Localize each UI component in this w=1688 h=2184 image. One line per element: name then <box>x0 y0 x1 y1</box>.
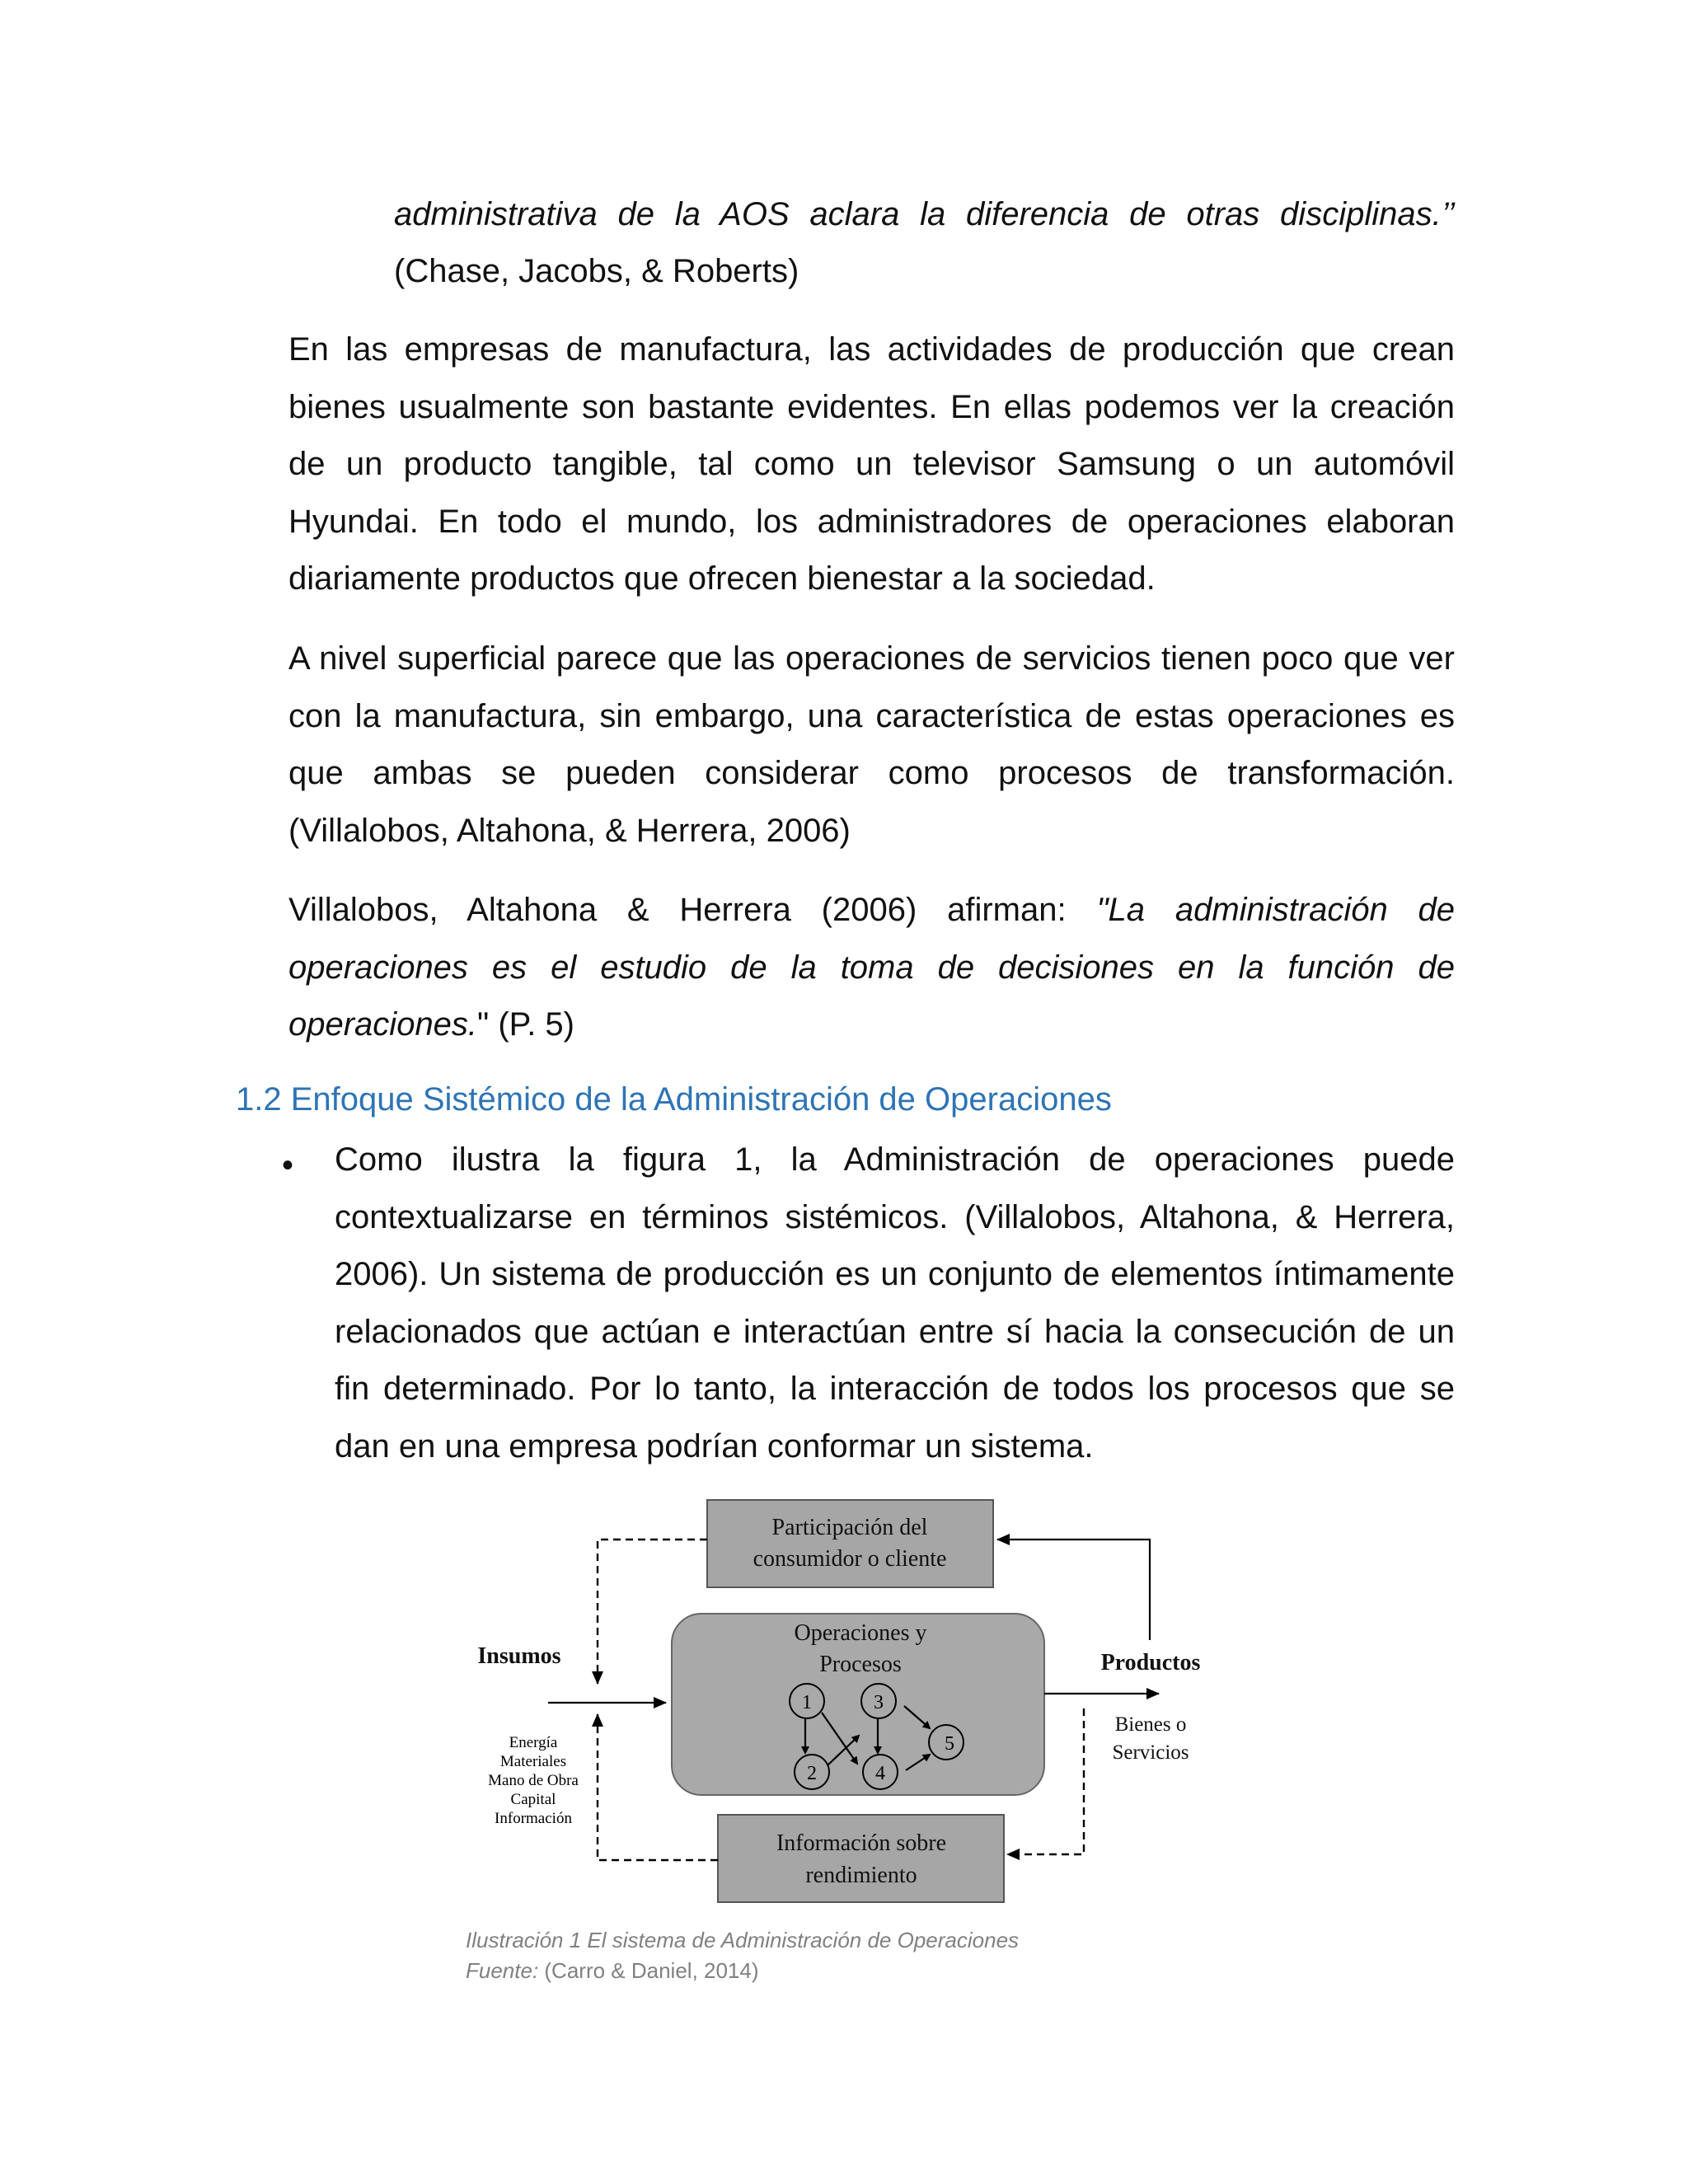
paragraph-services: A nivel superficial parece que las operaciones de servicios tienen poco que ver con la manufactura, sin embargo, una característica de estas operaciones es que ambas se pueden considerar como procesos de transformación. (Villalobos, Altahona, & Herrera, 2006) <box>288 640 1455 849</box>
feedback-label-2: rendimiento <box>805 1863 917 1888</box>
figure-source <box>466 1956 759 1986</box>
process-node-3-label: 3 <box>874 1692 884 1713</box>
quote-end-line: administrativa de la AOS aclara la diferencia de otras disciplinas.’’ <box>394 196 1455 232</box>
operations-label-1: Operaciones y <box>794 1620 927 1646</box>
definition-page: " (P. 5) <box>477 1006 574 1043</box>
outputs-title: Productos <box>1100 1650 1201 1675</box>
paragraph-manufacturing: En las empresas de manufactura, las actividades de producción que crean bienes usualmente son bastante evidentes. En ellas podemos ver la creación de un producto tangible, tal como un televisor Samsung o un automóvil Hyundai. En todo el mundo, los administradores de operaciones elaboran diariamente productos que ofrecen bienestar a la sociedad. <box>288 331 1455 597</box>
input-energia: Energía <box>509 1734 558 1751</box>
operations-system-diagram <box>445 1483 1236 1912</box>
process-node-4-label: 4 <box>875 1763 885 1784</box>
feedback-box <box>718 1815 1004 1902</box>
source-value: (Carro & Daniel, 2014) <box>538 1958 759 1983</box>
process-node-1-label: 1 <box>802 1692 812 1713</box>
feedback-label-1: Información sobre <box>776 1830 947 1856</box>
input-materiales: Materiales <box>499 1753 567 1770</box>
quote-citation: (Chase, Jacobs, & Roberts) <box>394 253 799 289</box>
definition-quote: "La administración de operaciones es el estudio de la toma de decisiones en la función de operaciones. <box>288 892 1455 1043</box>
outputs-line-2: Servicios <box>1112 1741 1189 1764</box>
bullet-marker: • <box>282 1147 294 1183</box>
process-node-5-label: 5 <box>945 1733 954 1755</box>
input-mano-de-obra: Mano de Obra <box>488 1772 579 1789</box>
process-node-2-label: 2 <box>807 1763 817 1784</box>
input-informacion: Información <box>495 1810 572 1827</box>
participation-label-2: consumidor o cliente <box>753 1546 947 1572</box>
participation-label-1: Participación del <box>771 1515 928 1540</box>
input-capital: Capital <box>510 1791 556 1808</box>
figure-caption: Ilustración 1 El sistema de Administración de Operaciones <box>466 1928 1020 1952</box>
participation-box <box>707 1500 993 1587</box>
source-label: Fuente: <box>466 1958 539 1983</box>
operations-label-2: Procesos <box>819 1652 902 1677</box>
bullet-paragraph: Como ilustra la figura 1, la Administración de operaciones puede contextualizarse en términos sistémicos. (Villalobos, Altahona, & Herrera, 2006). Un sistema de producción es un conjunto de elementos íntimamente relacionados que actúan e interactúan entre sí hacia la consecución de un fin determinado. Por lo tanto, la interacción de todos los procesos que se dan en una empresa podrían conformar un sistema. <box>335 1141 1455 1465</box>
section-heading: 1.2 Enfoque Sistémico de la Administración de Operaciones <box>236 1081 1112 1118</box>
definition-lead: Villalobos, Altahona & Herrera (2006) afirman: <box>288 892 1097 928</box>
paragraph-definition <box>288 882 1455 1054</box>
outputs-line-1: Bienes o <box>1114 1713 1187 1736</box>
inputs-title: Insumos <box>477 1643 561 1669</box>
inputs-list <box>488 1734 579 1827</box>
